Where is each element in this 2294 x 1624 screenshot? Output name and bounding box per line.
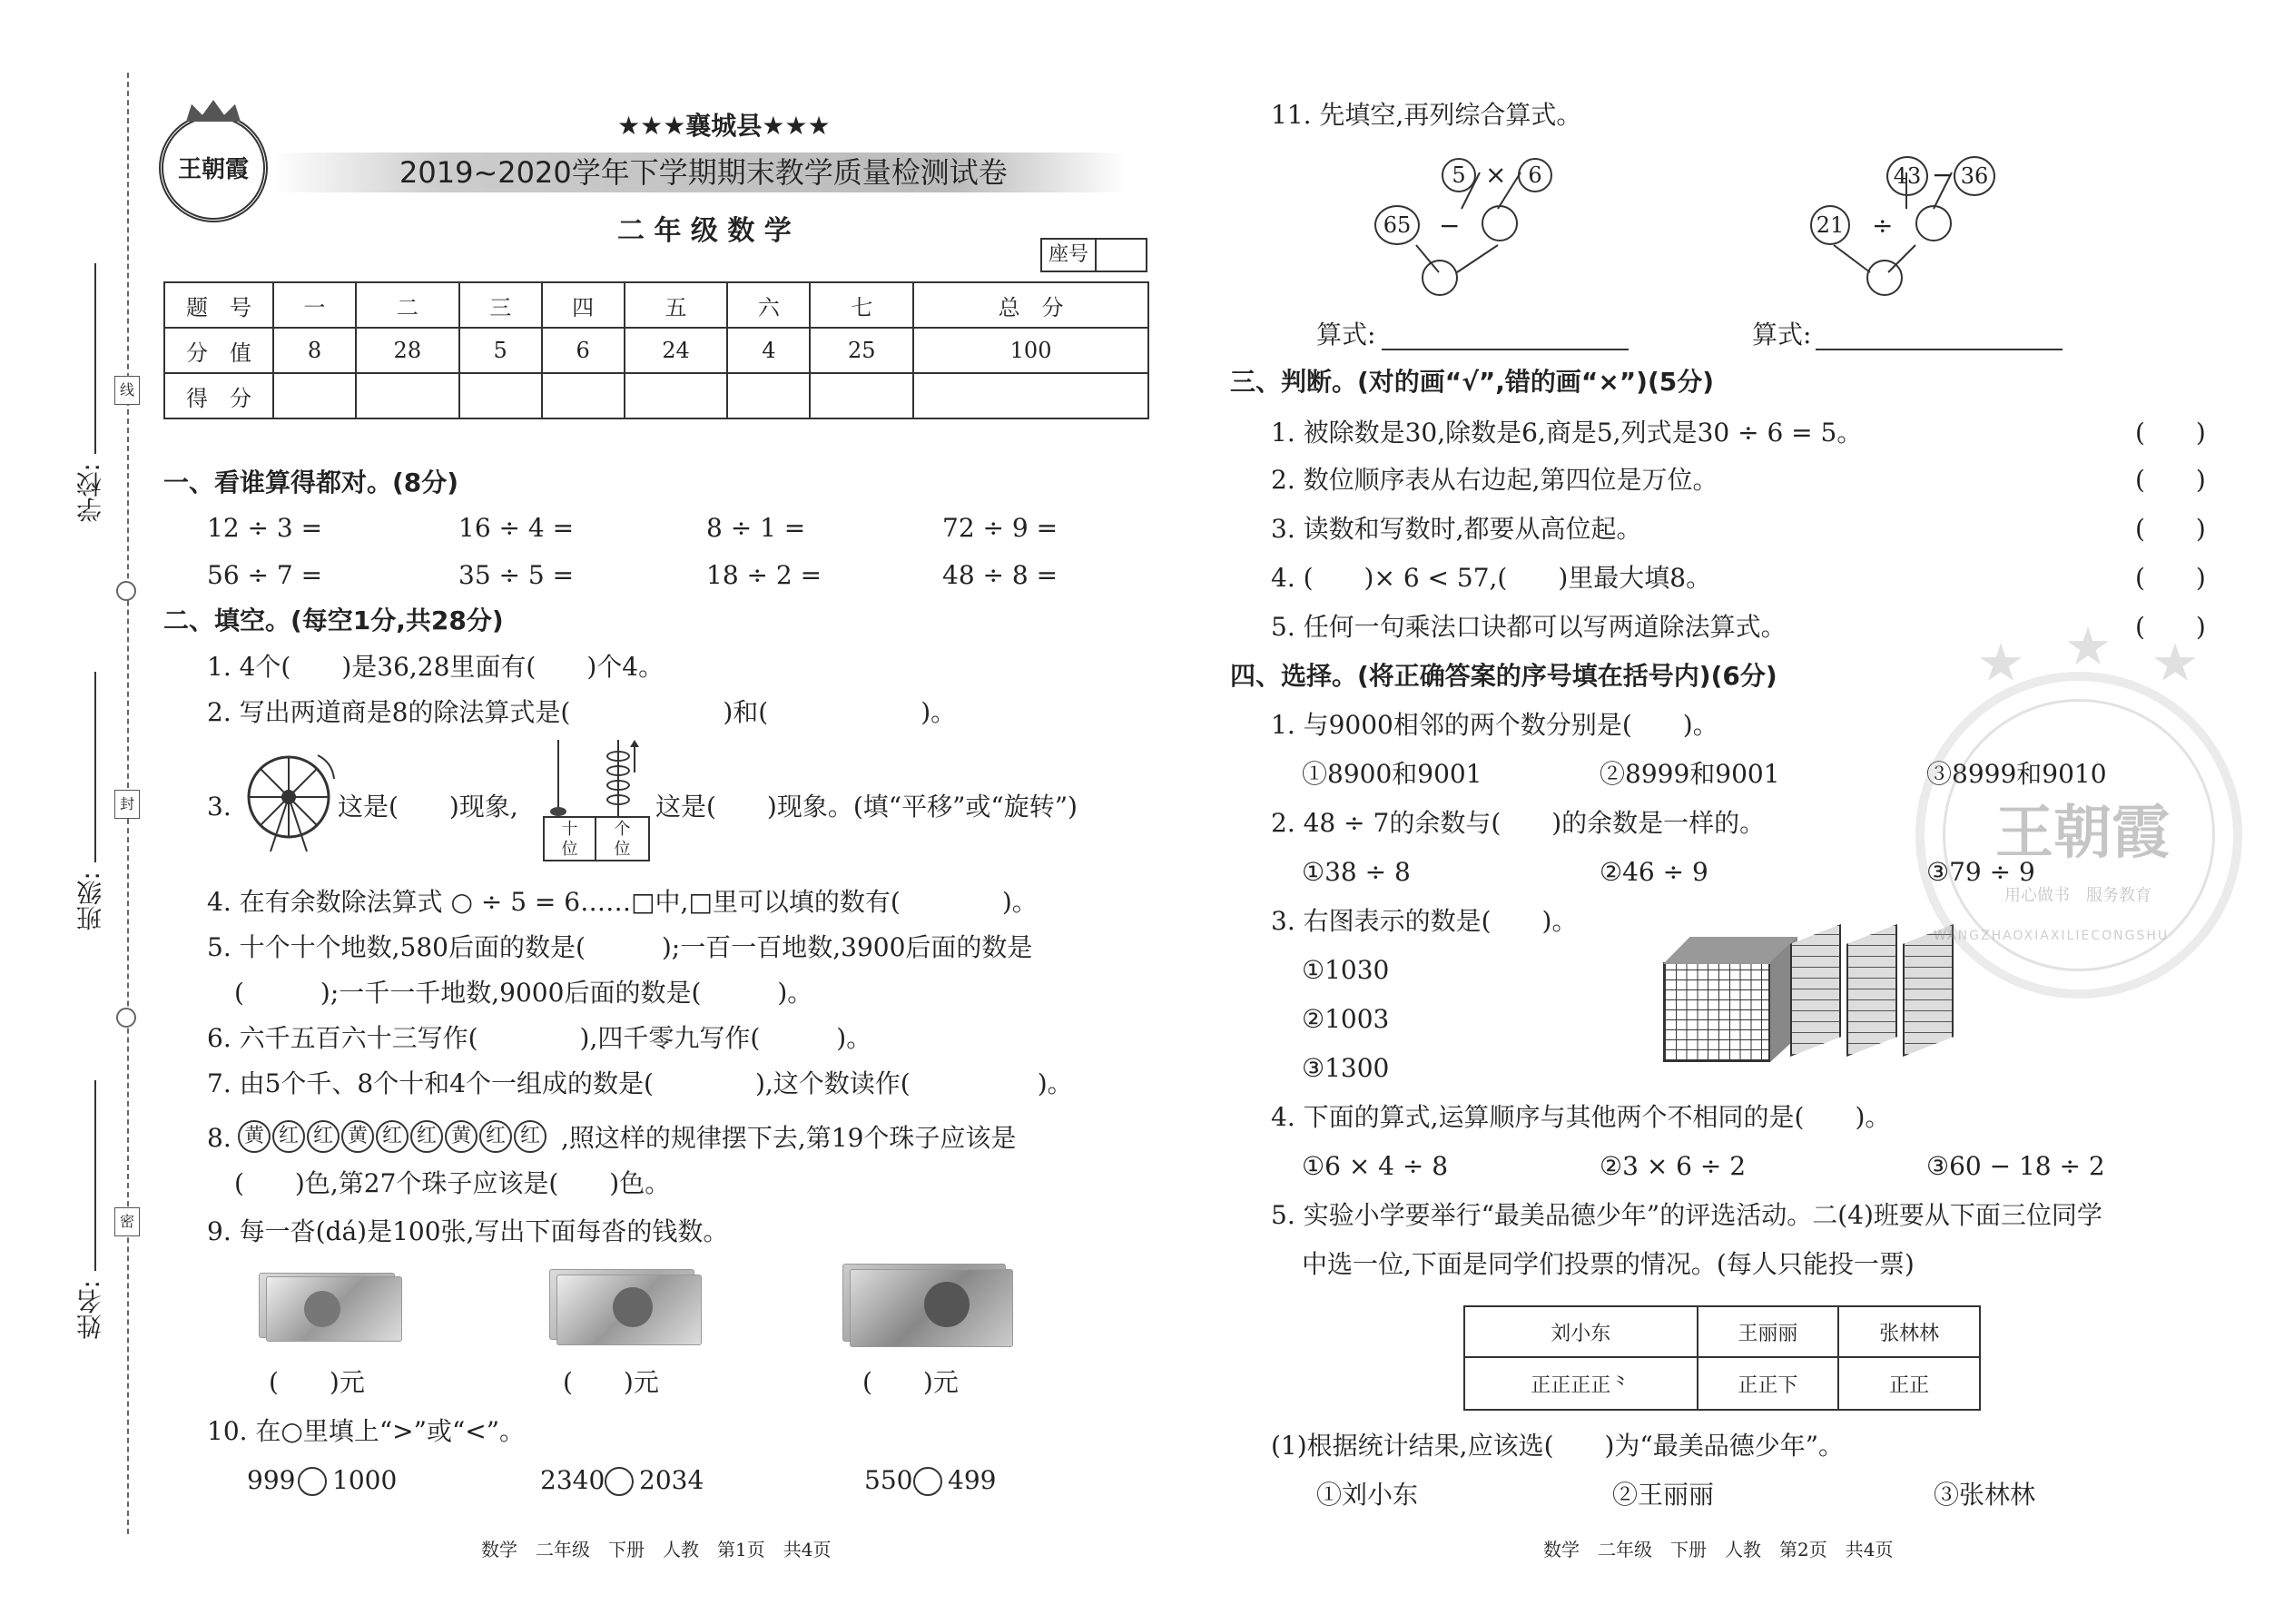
q11-left-blank[interactable] xyxy=(1482,205,1518,241)
q11-right-b: 36 xyxy=(1954,156,1995,196)
q11-formula-label-right: 算式: xyxy=(1752,320,1812,349)
money-bundle-50yuan xyxy=(549,1269,704,1345)
calc-item: 18 ÷ 2 = xyxy=(706,560,822,590)
bead: 红 xyxy=(514,1120,546,1153)
score-value: 8 xyxy=(273,328,356,373)
q11-formula-label-left: 算式: xyxy=(1316,320,1376,349)
class-label: 班级: xyxy=(75,871,105,931)
fill-q7: 7. 由5个千、8个十和4个一组成的数是( ),这个数读作( )。 xyxy=(207,1068,1073,1098)
money-bundle-100yuan xyxy=(842,1264,1015,1347)
score-input-cell[interactable] xyxy=(459,373,542,418)
watermark-brand: 王朝霞 xyxy=(1995,800,2170,867)
footer-left: 数学 二年级 下册 人教 第1页 共4页 xyxy=(481,1539,832,1560)
score-col-header: 总 分 xyxy=(913,282,1148,328)
score-col-header: 一 xyxy=(273,282,356,328)
logo-crown-icon xyxy=(186,100,241,122)
judge-item: 2. 数位顺序表从右边起,第四位是万位。 xyxy=(1271,465,1718,495)
exam-title: 2019~2020学年下学期期末教学质量检测试卷 xyxy=(399,155,1008,190)
compare-left: 999 xyxy=(247,1465,296,1495)
choice-option: ②王丽丽 xyxy=(1612,1480,1715,1510)
calc-item: 48 ÷ 8 = xyxy=(942,560,1058,590)
score-input-cell[interactable] xyxy=(273,373,356,418)
watermark-star-icon xyxy=(1979,643,2023,684)
binding-dot-icon xyxy=(116,1008,136,1028)
choice-option: ②8999和9001 xyxy=(1600,759,1780,789)
score-col-header: 四 xyxy=(542,282,625,328)
choice-option: ①1030 xyxy=(1302,955,1390,985)
fill-q3-number: 3. xyxy=(207,792,231,822)
fill-q8-a: ,照这样的规律摆下去,第19个珠子应该是 xyxy=(561,1123,1017,1153)
logo-text: 王朝霞 xyxy=(177,156,249,183)
calc-item: 12 ÷ 3 = xyxy=(207,513,323,543)
q11-formula-line-left[interactable] xyxy=(1382,349,1629,350)
choice-q5-a: 5. 实验小学要举行“最美品德少年”的评选活动。二(4)班要从下面三位同学 xyxy=(1271,1200,2102,1230)
vote-name: 张林林 xyxy=(1838,1306,1980,1357)
money-blank: ( )元 xyxy=(563,1367,659,1397)
watermark-seal xyxy=(1915,672,2242,999)
bead: 黄 xyxy=(341,1120,374,1153)
score-col-header: 五 xyxy=(625,282,728,328)
compare-circle[interactable] xyxy=(913,1467,942,1496)
seat-box[interactable] xyxy=(1040,238,1147,272)
choice-option: ②1003 xyxy=(1302,1004,1390,1034)
judge-item: 4. ( )× 6 < 57,( )里最大填8。 xyxy=(1271,563,1712,593)
footer-right: 数学 二年级 下册 人教 第2页 共4页 xyxy=(1543,1539,1894,1560)
school-line xyxy=(94,263,96,454)
q11-right-op1: − xyxy=(1932,160,1954,190)
q11-right-blank[interactable] xyxy=(1915,205,1952,241)
q11-formula-line-right[interactable] xyxy=(1816,349,2063,350)
judge-answer[interactable]: ( ) xyxy=(2135,612,2206,642)
judge-answer[interactable]: ( ) xyxy=(2135,563,2206,593)
calc-item: 56 ÷ 7 = xyxy=(207,560,323,590)
bead: 红 xyxy=(376,1120,409,1153)
abacus-ten-label: 十位 xyxy=(545,818,596,860)
choice-q2: 2. 48 ÷ 7的余数与( )的余数是一样的。 xyxy=(1271,808,1766,838)
bead: 红 xyxy=(307,1120,340,1153)
binding-dot-icon xyxy=(116,581,136,601)
name-line xyxy=(94,1080,96,1271)
fill-q10: 10. 在○里填上“>”或“<”。 xyxy=(207,1416,526,1446)
compare-right: 499 xyxy=(948,1465,997,1495)
q11-right-result[interactable] xyxy=(1866,260,1903,296)
compare-right: 1000 xyxy=(332,1465,398,1495)
vote-name: 刘小东 xyxy=(1464,1306,1698,1357)
county-title: ★★★襄城县★★★ xyxy=(617,111,831,141)
judge-item: 5. 任何一句乘法口诀都可以写两道除法算式。 xyxy=(1271,612,1787,642)
score-value: 28 xyxy=(356,328,459,373)
fill-q2: 2. 写出两道商是8的除法算式是( )和( )。 xyxy=(207,697,957,727)
seal-mark-2: 密 xyxy=(114,1207,140,1236)
bead: 黄 xyxy=(445,1120,478,1153)
q11-left-b: 6 xyxy=(1518,158,1552,192)
section4-title: 四、选择。(将正确答案的序号填在括号内)(6分) xyxy=(1230,661,1777,691)
fill-q8-b: ( )色,第27个珠子应该是( )色。 xyxy=(234,1168,671,1198)
judge-answer[interactable]: ( ) xyxy=(2135,514,2206,544)
choice-option: ①8900和9001 xyxy=(1302,759,1482,789)
score-row-label: 题 号 xyxy=(164,282,273,328)
judge-answer[interactable]: ( ) xyxy=(2135,465,2206,495)
score-input-cell[interactable] xyxy=(810,373,913,418)
score-value: 4 xyxy=(727,328,810,373)
fill-q8-number: 8. xyxy=(207,1123,231,1153)
money-bundle-1yuan xyxy=(259,1271,404,1343)
fill-q6: 6. 六千五百六十三写作( ),四千零九写作( )。 xyxy=(207,1023,872,1053)
section2-title: 二、填空。(每空1分,共28分) xyxy=(163,605,504,635)
seal-mark: 封 xyxy=(114,790,140,819)
choice-q5-sub: (1)根据统计结果,应该选( )为“最美品德少年”。 xyxy=(1271,1431,1845,1461)
choice-option: ③1300 xyxy=(1302,1053,1390,1083)
money-blank: ( )元 xyxy=(269,1367,365,1397)
judge-answer[interactable]: ( ) xyxy=(2135,418,2206,448)
calc-item: 8 ÷ 1 = xyxy=(706,513,806,543)
choice-option: ③79 ÷ 9 xyxy=(1926,857,2035,887)
choice-q1: 1. 与9000相邻的两个数分别是( )。 xyxy=(1271,710,1718,740)
bead: 红 xyxy=(272,1120,305,1153)
q11-left-result[interactable] xyxy=(1422,260,1458,296)
calc-item: 72 ÷ 9 = xyxy=(942,513,1058,543)
bead: 红 xyxy=(410,1120,443,1153)
compare-circle[interactable] xyxy=(605,1467,634,1496)
choice-option: ①6 × 4 ÷ 8 xyxy=(1302,1151,1449,1181)
seat-label: 座号 xyxy=(1042,240,1097,271)
choice-option: ②3 × 6 ÷ 2 xyxy=(1600,1151,1747,1181)
compare-left: 2340 xyxy=(540,1465,605,1495)
score-row-label: 分 值 xyxy=(164,328,273,373)
score-col-header: 三 xyxy=(459,282,542,328)
score-input-cell[interactable] xyxy=(625,373,728,418)
choice-q3: 3. 右图表示的数是( )。 xyxy=(1271,906,1578,936)
score-input-cell[interactable] xyxy=(913,373,1148,418)
calc-item: 35 ÷ 5 = xyxy=(458,560,575,590)
name-label: 姓名: xyxy=(75,1280,105,1340)
judge-item: 1. 被除数是30,除数是6,商是5,列式是30 ÷ 6 = 5。 xyxy=(1271,418,1863,448)
abacus-diagram xyxy=(543,740,655,867)
choice-option: ①38 ÷ 8 xyxy=(1302,857,1411,887)
judge-item: 3. 读数和写数时,都要从高位起。 xyxy=(1271,514,1642,544)
q11-left-a: 5 xyxy=(1442,158,1476,192)
score-value: 24 xyxy=(625,328,728,373)
vote-tally: 正正 xyxy=(1838,1357,1980,1410)
score-input-cell[interactable] xyxy=(542,373,625,418)
q11-left-op2: − xyxy=(1439,211,1461,241)
ferris-wheel-icon xyxy=(234,746,343,855)
choice-option: ②46 ÷ 9 xyxy=(1600,857,1708,887)
score-input-cell[interactable] xyxy=(356,373,459,418)
compare-circle[interactable] xyxy=(298,1467,327,1496)
q11-right-a: 43 xyxy=(1886,156,1928,196)
fill-q5-b: ( );一千一千地数,9000后面的数是( )。 xyxy=(234,978,813,1008)
bead: 黄 xyxy=(238,1120,271,1153)
vote-tally: 正正正正⺀ xyxy=(1464,1357,1698,1410)
q11-left-op1: × xyxy=(1485,160,1507,190)
line-mark: 线 xyxy=(114,376,140,405)
section3-title: 三、判断。(对的画“√”,错的画“×”)(5分) xyxy=(1230,367,1715,397)
choice-q5-b: 中选一位,下面是同学们投票的情况。(每人只能投一票) xyxy=(1302,1249,1915,1279)
score-col-header: 七 xyxy=(810,282,913,328)
vote-tally: 正正下 xyxy=(1698,1357,1839,1410)
fill-q3-a: 这是( )现象, xyxy=(338,792,518,822)
watermark-slogan: 用心做书 服务教育 xyxy=(2004,886,2151,905)
bead: 红 xyxy=(479,1120,512,1153)
score-col-header: 二 xyxy=(356,282,459,328)
score-value: 25 xyxy=(810,328,913,373)
score-col-header: 六 xyxy=(727,282,810,328)
choice-option: ③60 − 18 ÷ 2 xyxy=(1926,1151,2105,1181)
q11-right-op2: ÷ xyxy=(1872,211,1894,241)
hundred-flat-icon xyxy=(1790,924,1841,1057)
score-input-cell[interactable] xyxy=(727,373,810,418)
fill-q1: 1. 4个( )是36,28里面有( )个4。 xyxy=(207,652,665,682)
abacus-one-label: 个位 xyxy=(614,820,631,859)
choice-option: ③张林林 xyxy=(1934,1480,2036,1510)
fill-q9: 9. 每一沓(dá)是100张,写出下面每沓的钱数。 xyxy=(207,1216,729,1246)
vote-name: 王丽丽 xyxy=(1698,1306,1839,1357)
q11-left-c: 65 xyxy=(1374,205,1420,245)
score-value: 100 xyxy=(913,328,1148,373)
score-value: 5 xyxy=(459,328,542,373)
money-blank: ( )元 xyxy=(862,1367,959,1397)
choice-option: ③8999和9010 xyxy=(1926,759,2107,789)
score-row-label: 得 分 xyxy=(164,373,273,418)
fill-q3-b: 这是( )现象。(填“平移”或“旋转”) xyxy=(655,792,1078,822)
calc-item: 16 ÷ 4 = xyxy=(458,513,575,543)
fill-q4: 4. 在有余数除法算式 ○ ÷ 5 = 6……□中,□里可以填的数有( )。 xyxy=(207,887,1038,917)
school-label: 学校: xyxy=(75,463,105,523)
watermark-star-icon xyxy=(2153,643,2197,684)
choice-q4: 4. 下面的算式,运算顺序与其他两个不相同的是( )。 xyxy=(1271,1102,1891,1132)
score-table xyxy=(163,281,1149,419)
thousand-cube-icon xyxy=(1663,937,1799,1064)
choice-option: ①刘小东 xyxy=(1316,1480,1419,1510)
watermark-star-icon xyxy=(2066,626,2110,668)
score-value: 6 xyxy=(542,328,625,373)
class-line xyxy=(94,672,96,862)
logo-badge xyxy=(159,113,268,222)
hundred-flat-icon xyxy=(1846,924,1897,1057)
q11-right-c: 21 xyxy=(1810,205,1850,245)
section1-title: 一、看谁算得都对。(8分) xyxy=(163,468,459,497)
fill-q5-a: 5. 十个十个地数,580后面的数是( );一百一百地数,3900后面的数是 xyxy=(207,932,1033,962)
compare-right: 2034 xyxy=(639,1465,704,1495)
subject-title: 二 年 级 数 学 xyxy=(617,215,792,247)
watermark-pinyin: WANGZHAOXIAXILIECONGSHU xyxy=(1934,929,2170,943)
compare-left: 550 xyxy=(864,1465,913,1495)
bead-row xyxy=(238,1120,548,1153)
q11-title: 11. 先填空,再列综合算式。 xyxy=(1271,100,1582,130)
vote-table xyxy=(1463,1305,1981,1411)
